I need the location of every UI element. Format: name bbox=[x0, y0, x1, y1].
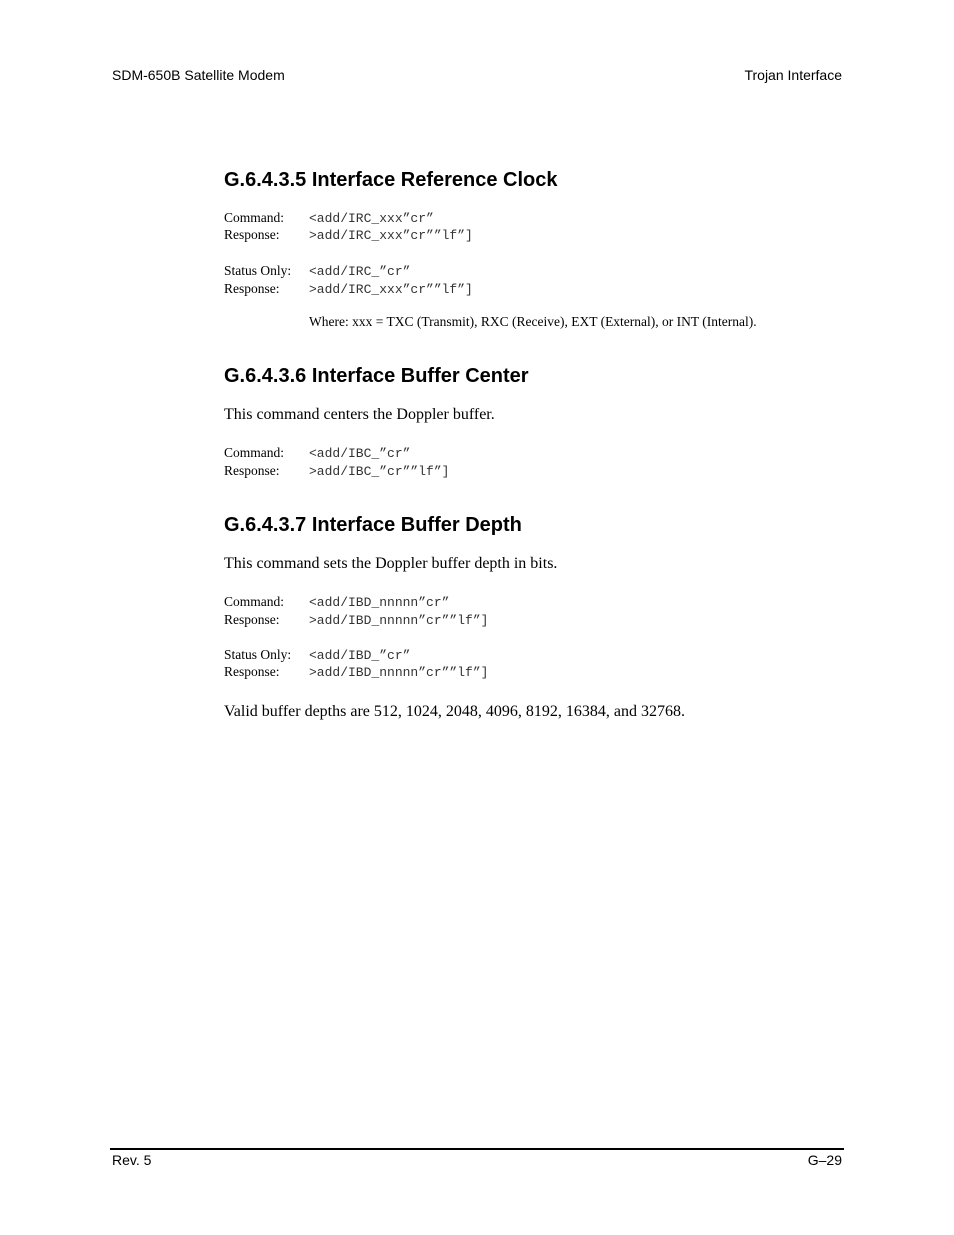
response-label: Response: bbox=[224, 612, 280, 627]
header-chapter-title: Trojan Interface bbox=[744, 67, 842, 83]
status-only-code: <add/IRC_”cr” bbox=[309, 264, 411, 279]
footer-page-number: G–29 bbox=[807, 1152, 842, 1168]
section-description: This command sets the Doppler buffer depth in bits. bbox=[224, 555, 558, 572]
command-label: Command: bbox=[224, 445, 284, 460]
response-code: >add/IRC_xxx”cr””lf”] bbox=[309, 228, 473, 243]
response-code: >add/IBD_nnnnn”cr””lf”] bbox=[309, 613, 489, 628]
command-label: Command: bbox=[224, 210, 284, 225]
section-heading: G.6.4.3.6 Interface Buffer Center bbox=[224, 365, 529, 387]
response-label: Response: bbox=[224, 281, 280, 296]
footer-revision: Rev. 5 bbox=[112, 1152, 152, 1168]
command-code: <add/IRC_xxx”cr” bbox=[309, 211, 434, 226]
command-code: <add/IBD_nnnnn”cr” bbox=[309, 595, 450, 610]
header-document-title: SDM-650B Satellite Modem bbox=[112, 67, 285, 83]
response-label: Response: bbox=[224, 463, 280, 478]
footer-rule bbox=[110, 1148, 844, 1150]
section-heading: G.6.4.3.7 Interface Buffer Depth bbox=[224, 514, 522, 536]
response-label: Response: bbox=[224, 664, 280, 679]
section-description: This command centers the Doppler buffer. bbox=[224, 406, 495, 423]
response-code: >add/IBC_”cr””lf”] bbox=[309, 464, 450, 479]
status-only-label: Status Only: bbox=[224, 647, 292, 662]
command-code: <add/IBC_”cr” bbox=[309, 446, 411, 461]
status-only-label: Status Only: bbox=[224, 263, 292, 278]
status-only-code: <add/IBD_”cr” bbox=[309, 648, 411, 663]
section-heading: G.6.4.3.5 Interface Reference Clock bbox=[224, 169, 558, 191]
valid-depths-note: Valid buffer depths are 512, 1024, 2048, 4096, 8192, 16384, and 32768. bbox=[224, 703, 685, 720]
response-code: >add/IRC_xxx”cr””lf”] bbox=[309, 282, 473, 297]
response-code: >add/IBD_nnnnn”cr””lf”] bbox=[309, 665, 489, 680]
response-label: Response: bbox=[224, 227, 280, 242]
command-label: Command: bbox=[224, 594, 284, 609]
where-note: Where: xxx = TXC (Transmit), RXC (Receive), EXT (External), or INT (Internal). bbox=[309, 314, 757, 329]
